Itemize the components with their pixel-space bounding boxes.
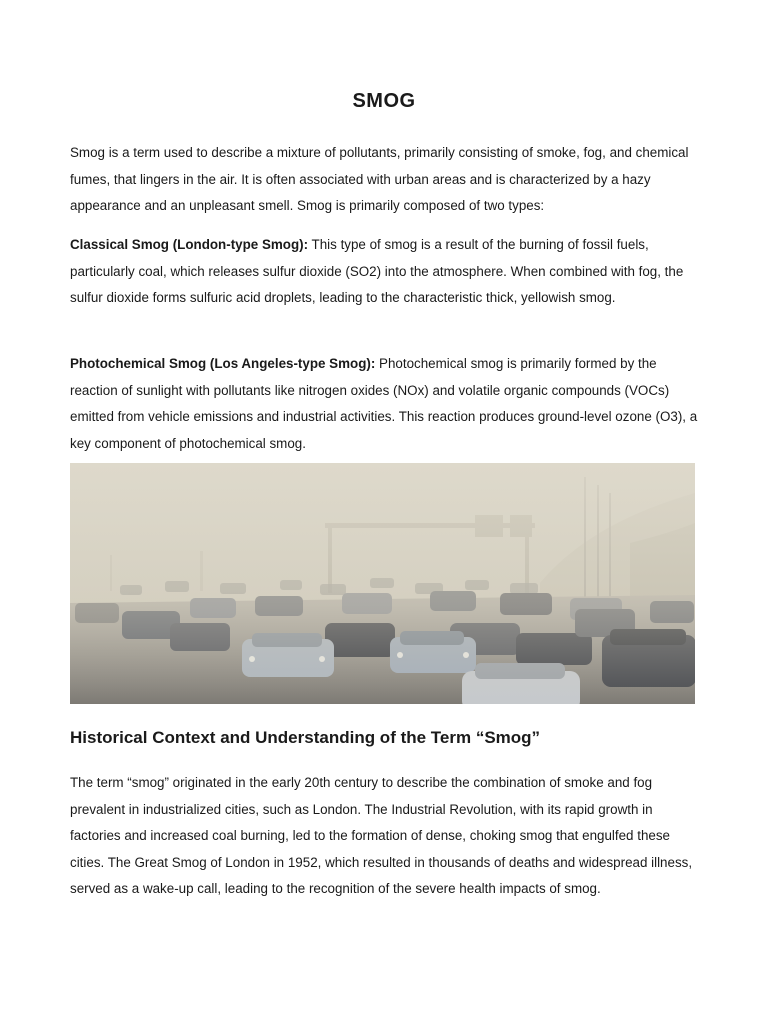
page-title: SMOG — [352, 90, 416, 112]
photochemical-smog-label: Photochemical Smog (Los Angeles-type Smog): — [70, 356, 376, 371]
photochemical-smog-text: Photochemical smog is primarily formed by the reaction of sunlight with pollutants like nitrogen oxides (NOx) and volatile organic compounds (VOCs) emitted from vehicle emissions and industrial activities. This reaction produces ground-level ozone (O3), a key component of photochemical smog. — [70, 356, 698, 451]
classical-smog-label: Classical Smog (London-type Smog): — [70, 237, 309, 252]
classical-smog-text: This type of smog is a result of the burning of fossil fuels, particularly coal, which releases sulfur dioxide (SO2) into the atmosphere. When combined with fog, the sulfur dioxide forms sulfuric acid droplets, leading to the characteristic thick, yellowish smog. — [70, 237, 684, 306]
history-paragraph: The term “smog” originated in the early 20th century to describe the combination of smoke and fog prevalent in industrialized cities, such as London. The Industrial Revolution, with its rapid growth in factories and increased coal burning, led to the formation of dense, choking smog that engulfed these cities. The Great Smog of London in 1952, which resulted in thousands of deaths and widespread illness, served as a wake-up call, leading to the recognition of the severe health impacts of smog. — [70, 775, 693, 897]
history-heading: Historical Context and Understanding of the Term “Smog” — [70, 728, 541, 747]
classical-smog-paragraph — [70, 232, 702, 312]
smoggy-highway-traffic-photo-icon — [70, 463, 695, 704]
photochemical-smog-paragraph — [70, 351, 702, 457]
smoggy-highway-photo — [70, 463, 695, 704]
intro-paragraph: Smog is a term used to describe a mixture of pollutants, primarily consisting of smoke, fog, and chemical fumes, that lingers in the air. It is often associated with urban areas and is characterized by a hazy appearance and an unpleasant smell. Smog is primarily composed of two types: — [70, 145, 689, 214]
